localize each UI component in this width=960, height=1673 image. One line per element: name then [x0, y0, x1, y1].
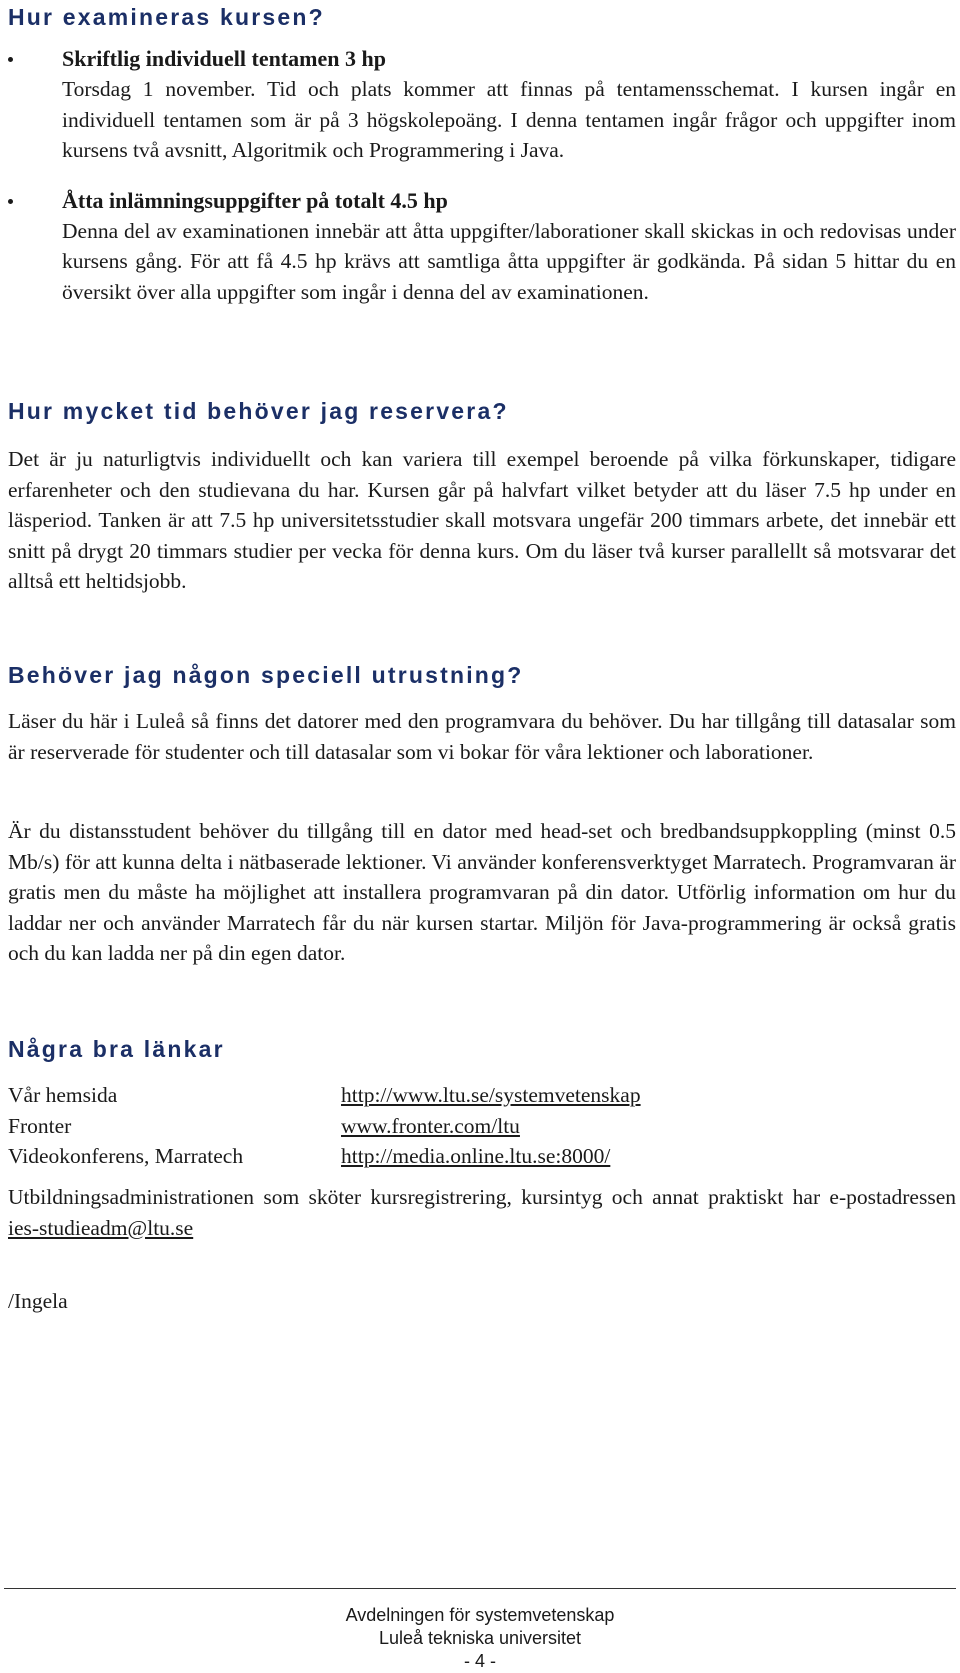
admin-paragraph [8, 1182, 956, 1243]
item-text: Torsdag 1 november. Tid och plats kommer att finnas på tentamensschemat. I kursen ingår en individuell tentamen som är på 3 högskolepoäng. I denna tentamen ingår frågor och uppgifter inom kursens två avsnitt, Algoritmik och Programmering i Java. [62, 77, 956, 162]
footer-divider [4, 1588, 956, 1589]
page-footer [0, 1604, 960, 1673]
item-title: Skriftlig individuell tentamen 3 hp [62, 46, 386, 71]
admin-text: Utbildningsadministrationen som sköter kursregistrering, kursintyg och annat praktiskt har e-postadressen [8, 1185, 956, 1209]
link-marratech[interactable]: http://media.online.ltu.se:8000/ [341, 1144, 611, 1168]
equipment-paragraph-1: Läser du här i Luleå så finns det datorer med den programvara du behöver. Du har tillgång till datasalar som är reserverade för studenter och till datasalar som vi bokar för våra lektioner och laborationer. [8, 709, 956, 764]
footer-department: Avdelningen för systemvetenskap [345, 1605, 615, 1625]
link-fronter[interactable]: www.fronter.com/ltu [341, 1113, 520, 1138]
signature: /Ingela [8, 1289, 68, 1313]
heading-time: Hur mycket tid behöver jag reservera? [8, 398, 509, 424]
page-number: - 4 - [463, 1651, 496, 1671]
examination-list [8, 44, 956, 327]
item-title: Åtta inlämningsuppgifter på totalt 4.5 hp [62, 187, 448, 213]
links-table [8, 1080, 641, 1172]
heading-equipment: Behöver jag någon speciell utrustning? [8, 662, 524, 688]
link-label: Vår hemsida [8, 1083, 118, 1107]
bullet-icon [8, 57, 13, 62]
table-row [8, 1141, 641, 1172]
list-item [8, 186, 956, 308]
heading-links: Några bra länkar [8, 1036, 225, 1062]
link-label: Fronter [8, 1113, 72, 1138]
item-text: Denna del av examinationen innebär att åtta uppgifter/laborationer skall skickas in och redovisas under kursens gång. För att få 4.5 hp krävs att samtliga åtta uppgifter är godkända. På sidan 5 hittar du en översikt över alla uppgifter som ingår i denna del av examinationen. [62, 218, 956, 304]
admin-email-link[interactable]: ies-studieadm@ltu.se [8, 1215, 194, 1240]
heading-examination: Hur examineras kursen? [8, 4, 325, 30]
table-row [8, 1080, 641, 1111]
table-row [8, 1111, 641, 1142]
list-item [8, 44, 956, 166]
footer-university: Luleå tekniska universitet [378, 1628, 582, 1648]
link-label: Videokonferens, Marratech [8, 1144, 244, 1168]
link-homepage[interactable]: http://www.ltu.se/systemvetenskap [341, 1083, 641, 1107]
equipment-paragraph-2: Är du distansstudent behöver du tillgång till en dator med head-set och bredbandsuppkoppling (minst 0.5 Mb/s) för att kunna delta i nätbaserade lektioner. Vi använder konferensverktyget Marratech. Programvaran är gratis men du måste ha möjlighet att installera programvaran på din dator. Utförlig information om hur du laddar ner och använder Marratech får du när kursen startar. Miljön för Java-programmering är också gratis och du kan ladda ner på din egen dator. [8, 819, 956, 965]
time-paragraph: Det är ju naturligtvis individuellt och kan variera till exempel beroende på vilka förkunskaper, tidigare erfarenheter och den studievana du har. Kursen går på halvfart vilket betyder att du läser 7.5 hp under en läsperiod. Tanken är att 7.5 hp universitetsstudier skall motsvara ungefär 200 timmars arbete, det innebär ett snitt på drygt 20 timmars studier per vecka för denna kurs. Om du läser två kurser parallellt så motsvarar det alltså ett heltidsjobb. [8, 447, 956, 593]
bullet-icon [8, 199, 13, 204]
